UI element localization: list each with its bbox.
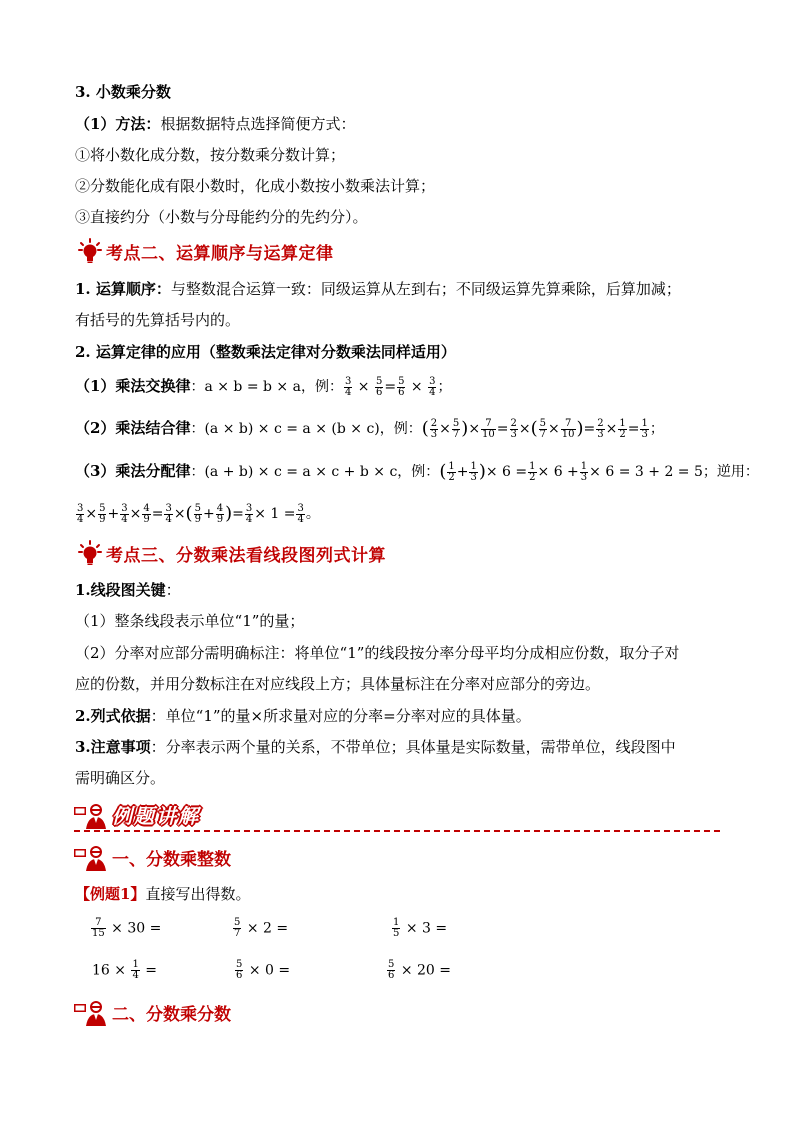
banner-title: 例题讲解: [112, 804, 200, 828]
order-para: [75, 279, 681, 299]
method-step-1: ①将小数化成分数，按分数乘分数计算；: [75, 146, 346, 164]
notes-label: 3.注意事项: [75, 738, 151, 756]
section2-heading: [74, 998, 231, 1026]
laws-heading: 2. 运算定律的应用（整数乘法定律对分数乘法同样适用）: [75, 343, 456, 361]
kaodian2-heading: [78, 238, 334, 264]
law1-label: （1）乘法交换律: [75, 377, 191, 395]
law-distributive: （3）乘法分配律：(a + b) × c = a × c + b × c，例：( $\frac{1}{2}$ + $\frac{1}{3}$ )× 6 = $\frac{1}{2}$ × 6 + $\frac{1}{3}$ × 6 = 3 + 2 = 5；逆用：: [75, 460, 759, 483]
section1-title: 一、分数乘整数: [112, 849, 231, 870]
method-text: 根据数据特点选择简便方式：: [160, 115, 356, 133]
exercise-6: $\frac{5}{6}$ × 20 =: [388, 959, 452, 981]
segment-key-2: （2）分率对应部分需明确标注：将单位“1”的线段按分率分母平均分成相应份数，取分子对: [75, 644, 680, 662]
formula-basis: [75, 706, 531, 726]
example-1-label: 【例题1】: [75, 885, 146, 903]
exercise-2: $\frac{5}{7}$ × 2 =: [234, 917, 289, 939]
segment-key-heading: 1.线段图关键：: [75, 581, 181, 599]
method-step-3: ③直接约分（小数与分母能约分的先约分）。: [75, 208, 368, 226]
law2-formula: ：(a × b) × c = a × (b × c)，例：: [190, 421, 422, 437]
exercise-1: $\frac{7}{15}$ × 30 =: [92, 917, 162, 939]
method-step-2: ②分数能化成有限小数时，化成小数按小数乘法计算；: [75, 177, 436, 195]
order-text: 与整数混合运算一致：同级运算从左到右；不同级运算先算乘除，后算加减；: [170, 280, 681, 298]
kaodian3-heading: [78, 540, 386, 566]
teacher-icon: [74, 843, 108, 871]
order-text-2: 有括号的先算括号内的。: [75, 311, 241, 329]
lightbulb-icon: [78, 238, 102, 264]
exercise-4: 16 × $\frac{1}{4}$ =: [92, 959, 158, 981]
law2-label: （2）乘法结合律: [75, 419, 191, 437]
dashed-divider: [74, 830, 720, 832]
section1-heading: [74, 843, 231, 871]
kaodian2-title: 考点二、运算顺序与运算定律: [106, 243, 334, 264]
lightbulb-icon: [78, 540, 102, 566]
example-1-prompt: [75, 884, 250, 904]
law3-label: （3）乘法分配律: [75, 462, 191, 480]
notes-text-2: 需明确区分。: [75, 769, 166, 787]
kaodian3-title: 考点三、分数乘法看线段图列式计算: [106, 545, 386, 566]
example-banner: [74, 800, 200, 829]
method-label: （1）方法：: [75, 115, 161, 133]
segment-key-1: （1）整条线段表示单位“1”的量；: [75, 612, 305, 630]
example-1-text: 直接写出得数。: [145, 885, 251, 903]
segment-key-label: 1.线段图关键: [75, 581, 166, 599]
exercise-5: $\frac{5}{6}$ × 0 =: [236, 959, 291, 981]
formula-basis-label: 2.列式依据: [75, 707, 151, 725]
exercise-3: $\frac{1}{5}$ × 3 =: [393, 917, 448, 939]
law-commutative: （1）乘法交换律：a × b = b × a，例： $\frac{3}{4}$ × $\frac{5}{6}$ = $\frac{5}{6}$ × $\frac{3}{4}$ ；: [75, 375, 452, 398]
formula-basis-text: ：单位“1”的量×所求量对应的分率=分率对应的具体量。: [150, 707, 531, 725]
law1-formula: ：a × b = b × a，例：: [190, 379, 343, 395]
law-distributive-reverse: $\frac{3}{4}$ × $\frac{5}{9}$ + $\frac{3}{4}$ × $\frac{4}{9}$ = $\frac{3}{4}$ ×( $\frac{5}{9}$ + $\frac{4}{9}$ )= $\frac{3}{4}$ × 1 = $\frac{3}{4}$ 。: [77, 502, 320, 525]
law3-formula: ：(a + b) × c = a × c + b × c，例：: [190, 464, 440, 480]
notes: [75, 737, 676, 757]
section2-title: 二、分数乘分数: [112, 1004, 231, 1025]
item3-title: 3. 小数乘分数: [75, 83, 171, 101]
notes-text: ：分率表示两个量的关系，不带单位；具体量是实际数量，需带单位，线段图中: [150, 738, 676, 756]
law-associative: （2）乘法结合律：(a × b) × c = a × (b × c)，例：( $\frac{2}{3}$ × $\frac{5}{7}$ )× $\frac{7}{10}$ = $\frac{2}{3}$ ×( $\frac{5}{7}$ × $\frac{7}{10}$ )= $\frac{2}{3}$ × $\frac{1}{2}$ = $\frac{1}{3}$ ；: [75, 417, 664, 440]
order-label: 1. 运算顺序：: [75, 280, 171, 298]
teacher-icon: [74, 801, 108, 829]
teacher-icon: [74, 998, 108, 1026]
segment-key-2b: 应的份数，并用分数标注在对应线段上方；具体量标注在分率对应部分的旁边。: [75, 675, 601, 693]
law3-tail: = 3 + 2 = 5；逆用：: [618, 464, 759, 480]
item3-method: [75, 114, 355, 134]
